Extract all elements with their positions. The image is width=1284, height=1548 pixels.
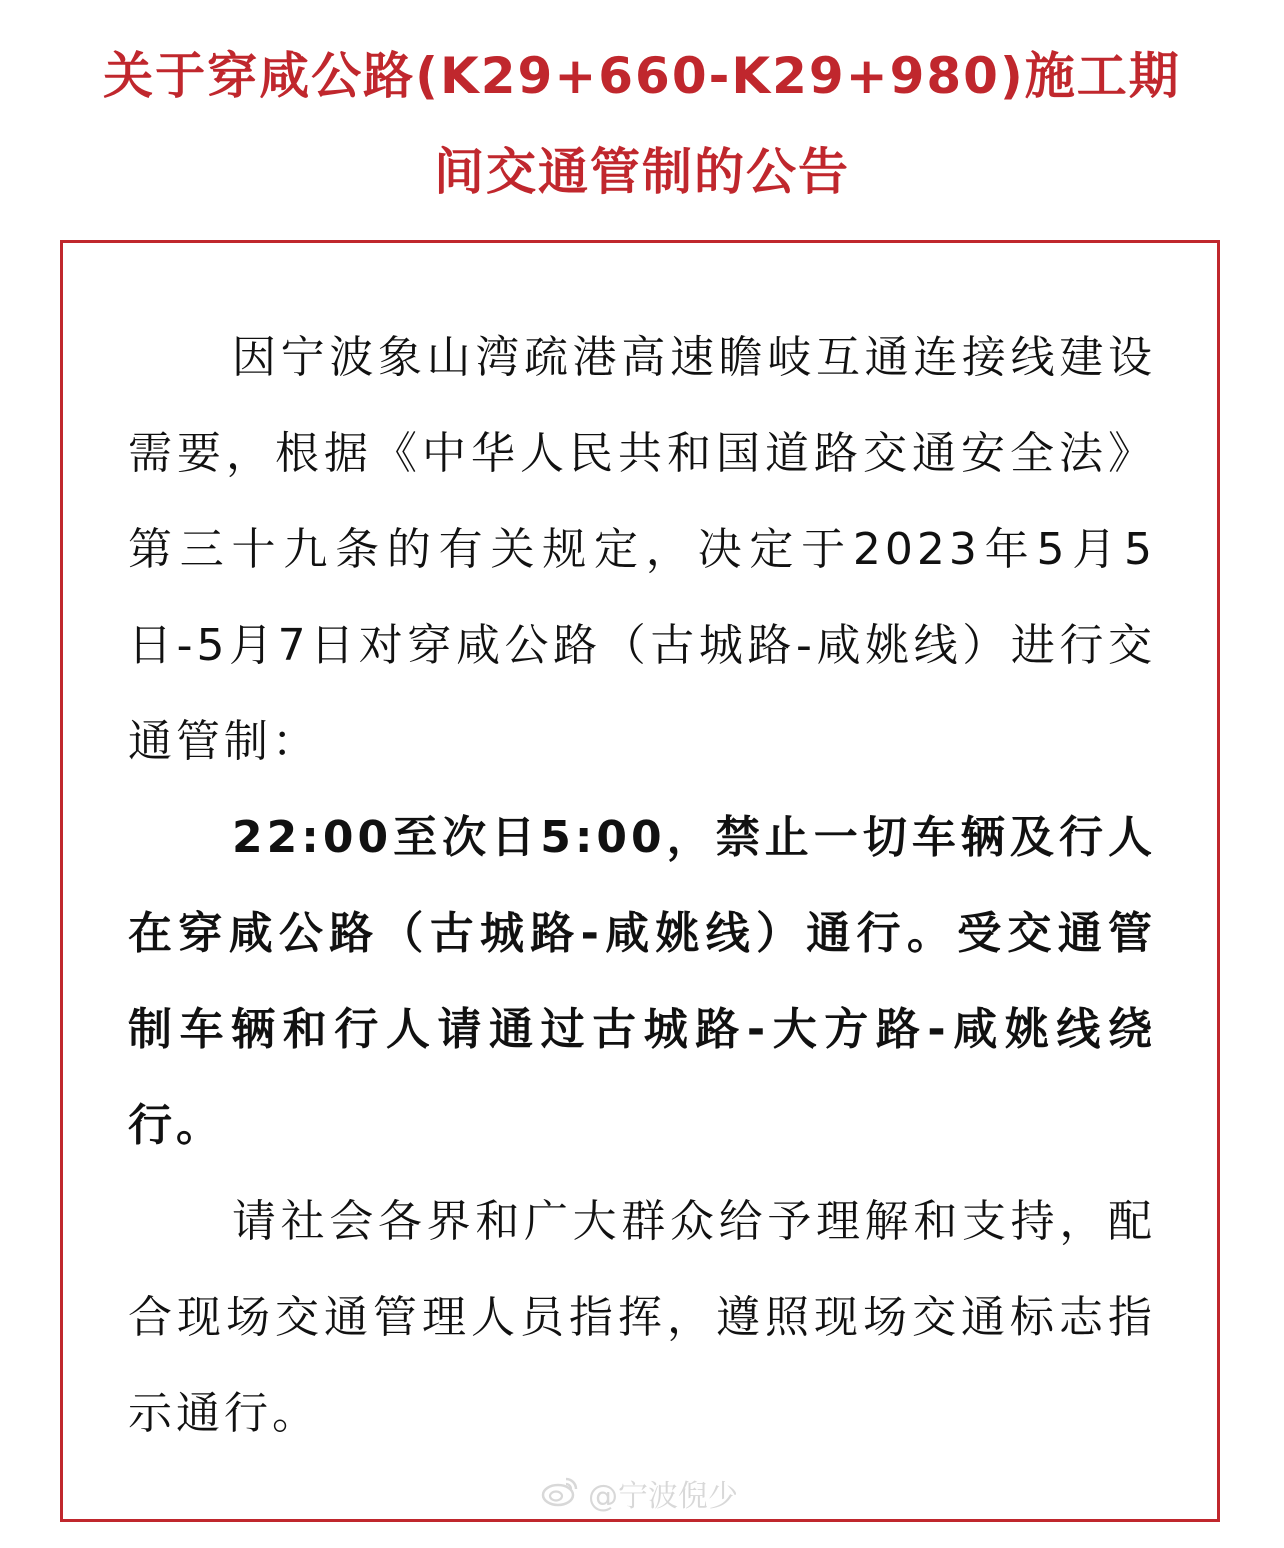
watermark — [540, 1474, 738, 1519]
notice-title-line-2: 间交通管制的公告 — [434, 143, 850, 201]
notice-body — [128, 310, 1156, 1462]
notice-paragraph-appeal: 请社会各界和广大群众给予理解和支持，配合现场交通管理人员指挥，遵照现场交通标志指示通行。 — [128, 1196, 1156, 1439]
notice-title — [40, 28, 1244, 220]
notice-paragraph-intro: 因宁波象山湾疏港高速瞻岐互通连接线建设需要，根据《中华人民共和国道路交通安全法》第三十九条的有关规定，决定于2023年5月5日-5月7日对穿咸公路（古城路-咸姚线）进行交通管制： — [128, 332, 1156, 767]
notice-title-line-1: 关于穿咸公路(K29+660-K29+980)施工期 — [103, 47, 1181, 105]
notice-paragraph-control-rules: 22:00至次日5:00，禁止一切车辆及行人在穿咸公路（古城路-咸姚线）通行。受交通管制车辆和行人请通过古城路-大方路-咸姚线绕行。 — [128, 812, 1156, 1151]
watermark-text: @宁波倪少 — [588, 1478, 738, 1514]
weibo-icon — [540, 1474, 580, 1519]
